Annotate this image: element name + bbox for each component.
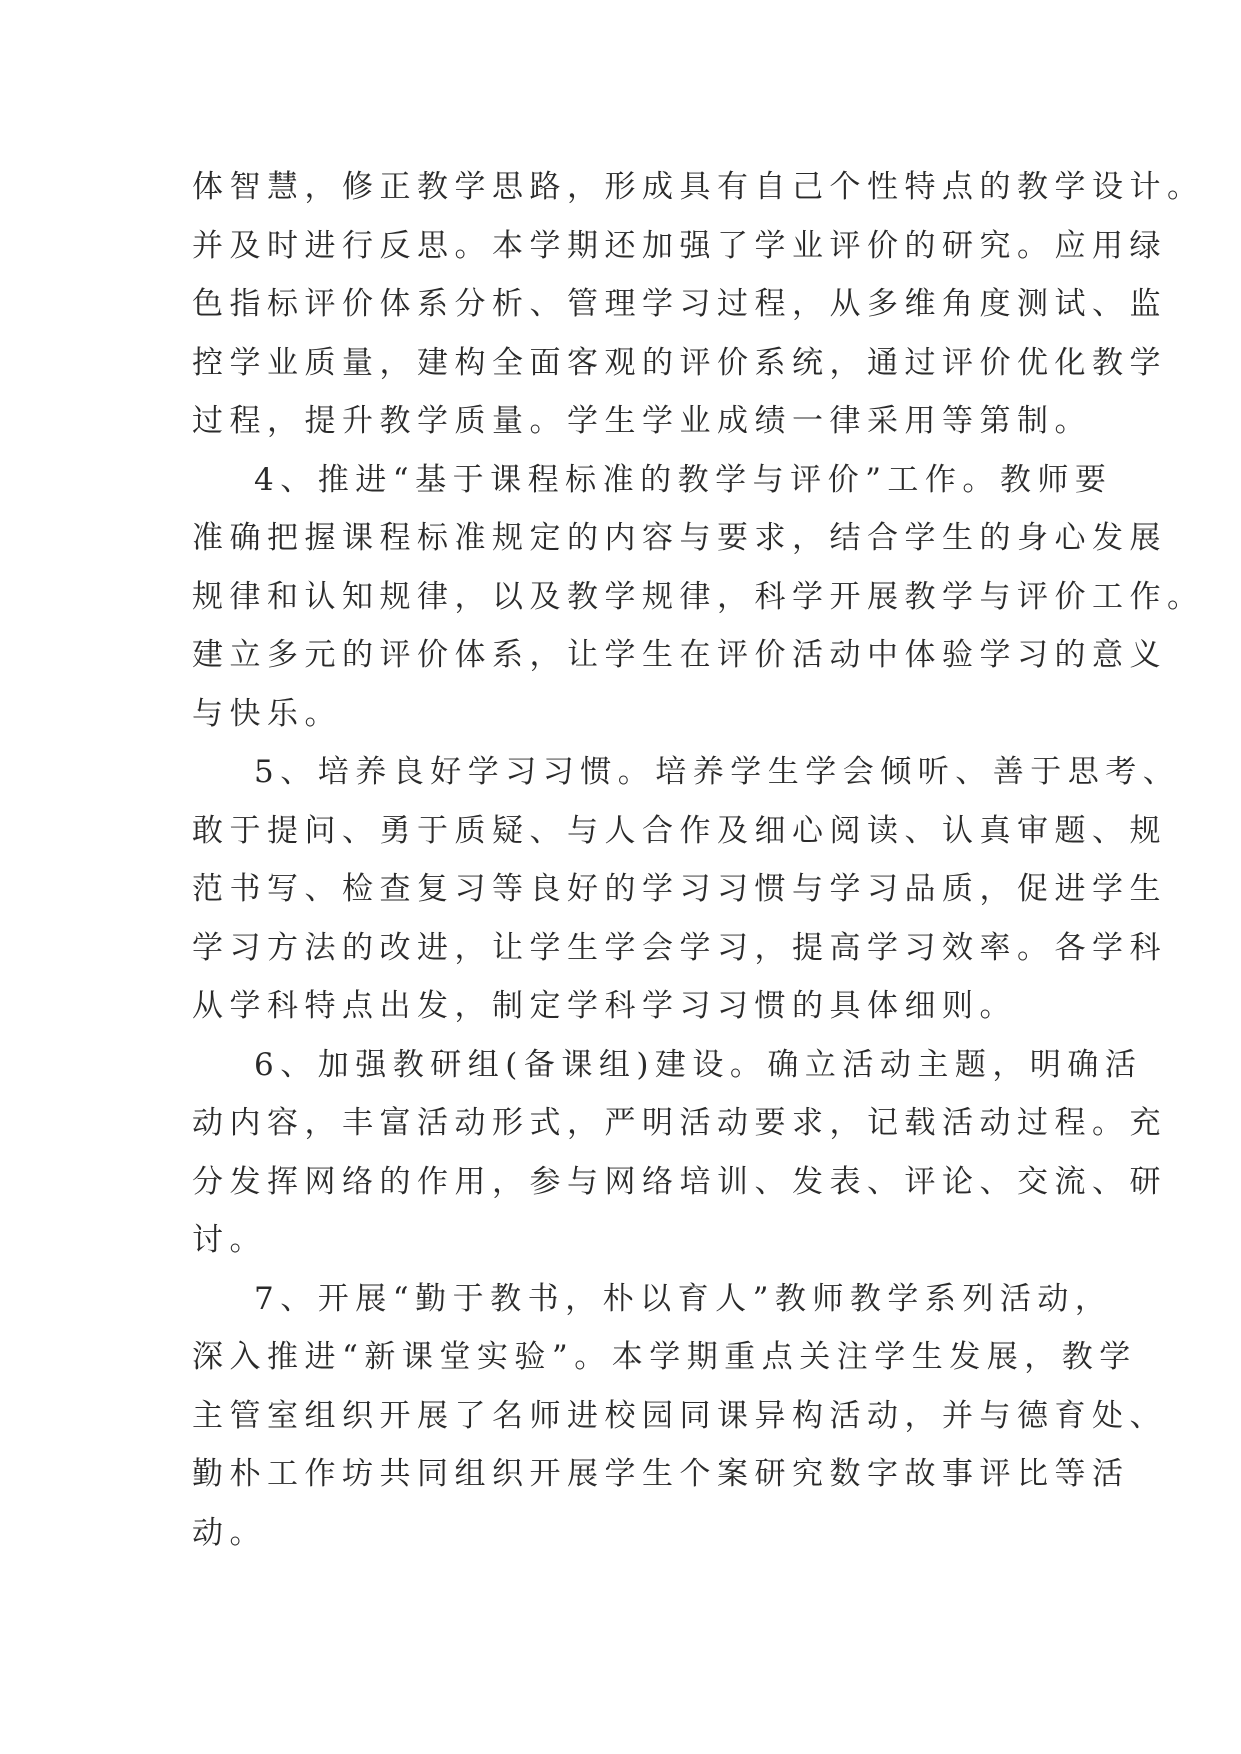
text-line: 规律和认知规律，以及教学规律，科学开展教学与评价工作。 [192, 578, 1205, 615]
paragraph-7-heading: 7、开展“勤于教书，朴以育人”教师教学系列活动， [254, 1280, 1113, 1317]
text-line: 色指标评价体系分析、管理学习过程，从多维角度测试、监 [192, 286, 1167, 322]
text-line: 控学业质量，建构全面客观的评价系统，通过评价优化教学 [192, 344, 1167, 381]
document-body [192, 158, 1205, 1562]
text-line: 勤朴工作坊共同组织开展学生个案研究数字故事评比等活 [192, 1456, 1130, 1492]
text-line: 准确把握课程标准规定的内容与要求，结合学生的身心发展 [192, 520, 1167, 556]
paragraph-6-heading: 6、加强教研组(备课组)建设。确立活动主题，明确活 [254, 1046, 1143, 1083]
text-line: 深入推进“新课堂实验”。本学期重点关注学生发展，教学 [192, 1339, 1137, 1375]
text-line: 体智慧，修正教学思路，形成具有自己个性特点的教学设计。 [192, 169, 1205, 205]
text-line: 范书写、检查复习等良好的学习习惯与学习品质，促进学生 [192, 871, 1167, 907]
text-line: 动内容，丰富活动形式，严明活动要求，记载活动过程。充 [192, 1105, 1167, 1141]
text-line: 并及时进行反思。本学期还加强了学业评价的研究。应用绿 [192, 227, 1167, 264]
text-line: 分发挥网络的作用，参与网络培训、发表、评论、交流、研 [192, 1163, 1167, 1200]
text-line: 与快乐。 [192, 695, 342, 732]
text-line: 建立多元的评价体系，让学生在评价活动中体验学习的意义 [192, 637, 1167, 673]
text-line: 过程，提升教学质量。学生学业成绩一律采用等第制。 [192, 403, 1092, 439]
text-line: 动。 [192, 1514, 267, 1551]
text-line: 敢于提问、勇于质疑、与人合作及细心阅读、认真审题、规 [192, 812, 1167, 849]
text-line: 主管室组织开展了名师进校园同课异构活动，并与德育处、 [192, 1397, 1167, 1434]
paragraph-4-heading: 4、推进“基于课程标准的教学与评价”工作。教师要 [254, 461, 1113, 498]
text-line: 讨。 [192, 1222, 267, 1258]
paragraph-5-heading: 5、培养良好学习习惯。培养学生学会倾听、善于思考、 [254, 754, 1181, 790]
text-line: 学习方法的改进，让学生学会学习，提高学习效率。各学科 [192, 929, 1167, 966]
text-line: 从学科特点出发，制定学科学习习惯的具体细则。 [192, 988, 1017, 1024]
